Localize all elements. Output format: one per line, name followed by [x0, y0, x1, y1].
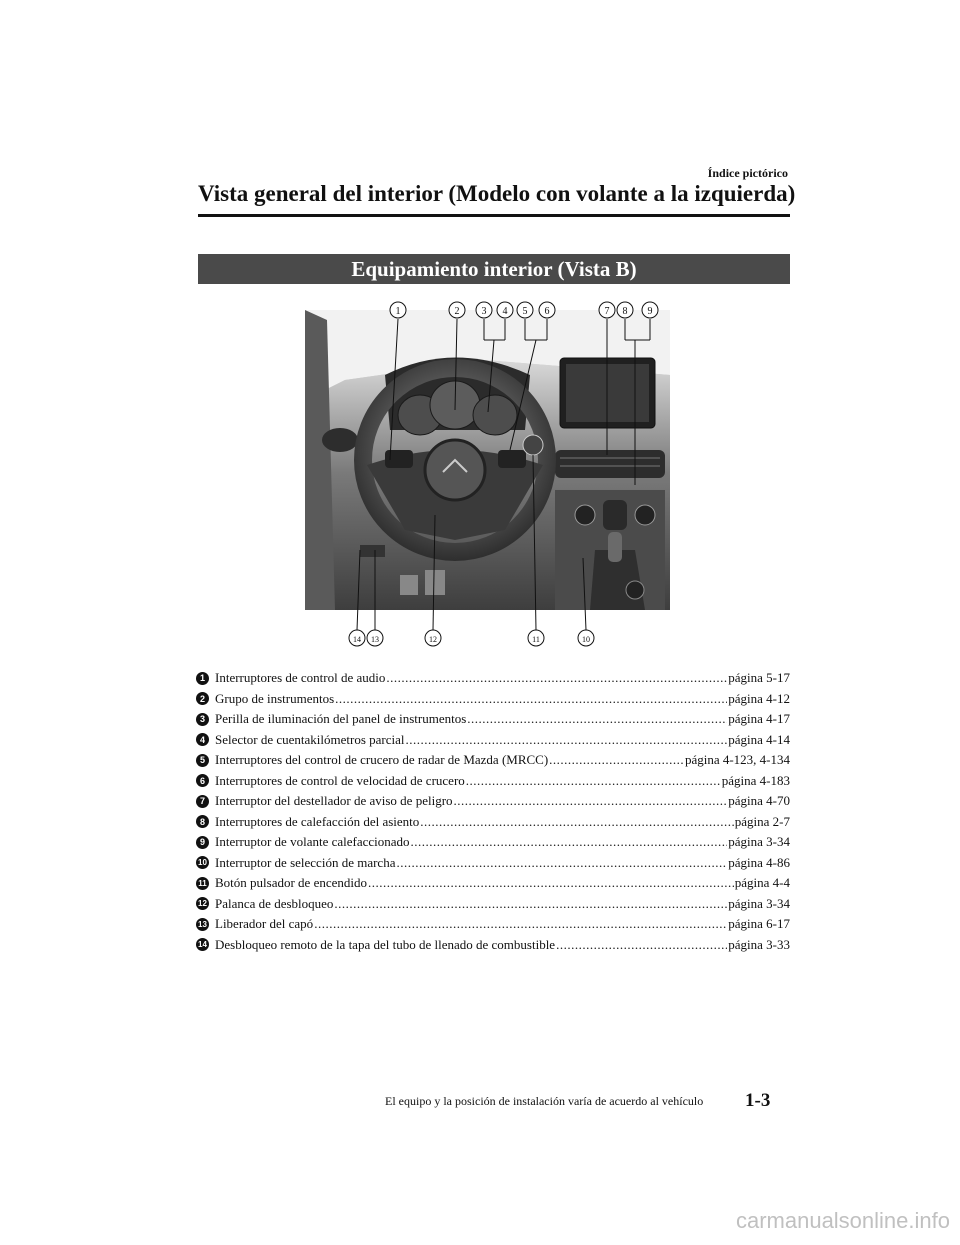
- callout-6: 6: [544, 306, 550, 317]
- list-item: [196, 832, 790, 853]
- dot-leader: [466, 773, 721, 789]
- list-item: [196, 689, 790, 710]
- section-label: Índice pictórico: [707, 166, 788, 180]
- dot-leader: [411, 834, 728, 850]
- list-item: [196, 730, 790, 751]
- item-number: 10: [196, 856, 209, 869]
- page-reference: página 4-123, 4-134: [684, 752, 790, 768]
- callout-1: 1: [395, 306, 401, 317]
- item-number: 12: [196, 897, 209, 910]
- page-reference: página 4-183: [721, 772, 790, 788]
- dot-leader: [314, 916, 727, 932]
- dot-leader: [556, 937, 727, 953]
- callout-12: 12: [429, 635, 437, 644]
- callout-8: 8: [622, 306, 628, 317]
- item-label: Interruptores de control de audio: [215, 670, 386, 686]
- dot-leader: [335, 691, 727, 707]
- dot-leader: [386, 670, 727, 686]
- page-reference: página 3-33: [728, 936, 790, 952]
- callout-3: 3: [481, 306, 487, 317]
- item-number: 8: [196, 815, 209, 828]
- item-number: 14: [196, 938, 209, 951]
- list-item: [196, 873, 790, 894]
- page-reference: página 4-4: [734, 875, 790, 891]
- item-label: Interruptor de volante calefaccionado: [215, 834, 410, 850]
- list-item: [196, 894, 790, 915]
- item-label: Interruptor del destellador de aviso de peligro: [215, 793, 453, 809]
- item-label: Liberador del capó: [215, 916, 314, 932]
- item-label: Interruptores de control de velocidad de crucero: [215, 772, 465, 788]
- list-item: [196, 935, 790, 956]
- list-item: [196, 853, 790, 874]
- item-number: 11: [196, 877, 209, 890]
- dot-leader: [396, 855, 727, 871]
- item-label: Selector de cuentakilómetros parcial: [215, 731, 405, 747]
- page-reference: página 6-17: [728, 916, 790, 932]
- dot-leader: [549, 752, 684, 768]
- item-number: 4: [196, 733, 209, 746]
- section-banner: Equipamiento interior (Vista B): [198, 254, 790, 284]
- list-item: [196, 791, 790, 812]
- interior-illustration: [305, 300, 670, 655]
- dot-leader: [368, 875, 734, 891]
- page-reference: página 2-7: [734, 813, 790, 829]
- page-reference: página 4-86: [728, 854, 790, 870]
- page-reference: página 4-17: [728, 711, 790, 727]
- item-number: 6: [196, 774, 209, 787]
- footer-note: El equipo y la posición de instalación varía de acuerdo al vehículo: [385, 1094, 704, 1108]
- dot-leader: [454, 793, 728, 809]
- list-item: [196, 709, 790, 730]
- watermark: carmanualsonline.info: [735, 1208, 950, 1233]
- item-label: Interruptores del control de crucero de radar de Mazda (MRCC): [215, 752, 549, 768]
- page-reference: página 4-12: [728, 690, 790, 706]
- item-number: 2: [196, 692, 209, 705]
- item-list: [196, 668, 790, 955]
- callout-14: 14: [353, 635, 361, 644]
- item-number: 7: [196, 795, 209, 808]
- item-number: 1: [196, 672, 209, 685]
- title-rule: [198, 214, 790, 217]
- item-label: Interruptor de selección de marcha: [215, 854, 396, 870]
- list-item: [196, 668, 790, 689]
- dot-leader: [420, 814, 733, 830]
- list-item: [196, 812, 790, 833]
- item-label: Grupo de instrumentos: [215, 690, 335, 706]
- dot-leader: [334, 896, 727, 912]
- page-title: Vista general del interior (Modelo con volante a la izquierda): [198, 181, 796, 206]
- item-number: 5: [196, 754, 209, 767]
- callout-9: 9: [647, 306, 653, 317]
- page-reference: página 4-14: [728, 731, 790, 747]
- item-label: Perilla de iluminación del panel de instrumentos: [215, 711, 467, 727]
- page-number: 1-3: [745, 1090, 771, 1111]
- page-reference: página 3-34: [728, 834, 790, 850]
- list-item: [196, 914, 790, 935]
- item-number: 3: [196, 713, 209, 726]
- dot-leader: [406, 732, 728, 748]
- item-number: 13: [196, 918, 209, 931]
- page-reference: página 3-34: [728, 895, 790, 911]
- callout-10: 10: [582, 635, 590, 644]
- item-label: Desbloqueo remoto de la tapa del tubo de llenado de combustible: [215, 936, 556, 952]
- callout-4: 4: [502, 306, 508, 317]
- item-label: Botón pulsador de encendido: [215, 875, 367, 891]
- item-label: Palanca de desbloqueo: [215, 895, 334, 911]
- callout-13: 13: [371, 635, 379, 644]
- dot-leader: [467, 711, 727, 727]
- item-label: Interruptores de calefacción del asiento: [215, 813, 420, 829]
- page-reference: página 5-17: [728, 670, 790, 686]
- callout-2: 2: [454, 306, 460, 317]
- callout-11: 11: [532, 635, 540, 644]
- page-reference: página 4-70: [728, 793, 790, 809]
- callout-7: 7: [604, 306, 610, 317]
- item-number: 9: [196, 836, 209, 849]
- list-item: [196, 771, 790, 792]
- callout-5: 5: [522, 306, 528, 317]
- list-item: [196, 750, 790, 771]
